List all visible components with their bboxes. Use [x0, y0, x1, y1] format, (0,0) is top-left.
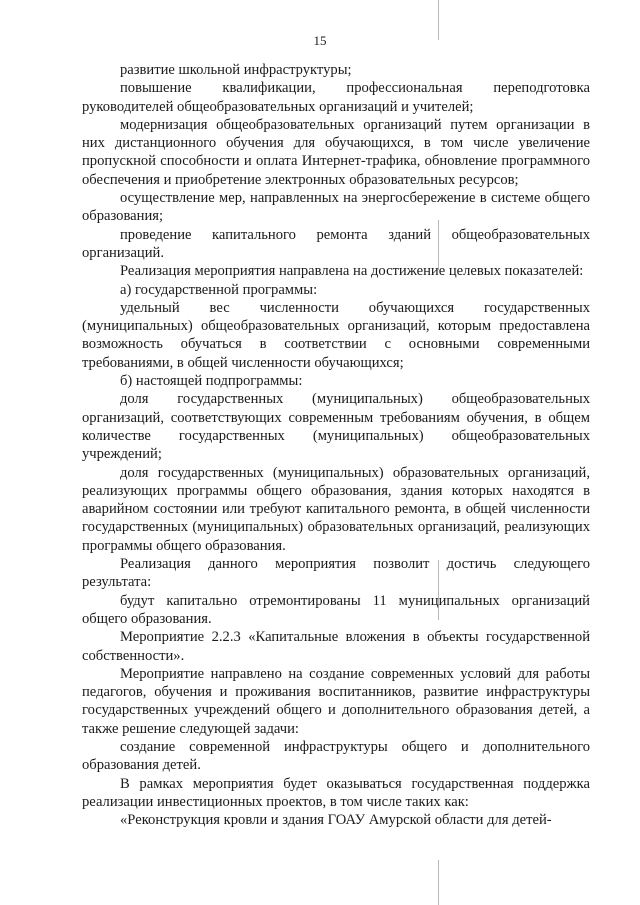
- paragraph: удельный вес численности обучающихся государственных (муниципальных) общеобразовательных организаций, которым предоставлена возможность обучаться в соответствии с основными современными требованиями, в общей численности обучающихся;: [82, 299, 590, 371]
- paragraph: «Реконструкция кровли и здания ГОАУ Амурской области для детей-: [120, 812, 552, 829]
- document-body: [82, 61, 590, 829]
- paragraph: Реализация мероприятия направлена на достижение целевых показателей:: [120, 263, 584, 280]
- paragraph: будут капитально отремонтированы 11 муниципальных организаций общего образования.: [82, 592, 590, 627]
- paragraph: создание современной инфраструктуры общего и дополнительного образования детей.: [82, 738, 590, 774]
- paragraph: Мероприятие 2.2.3 «Капитальные вложения в объекты государственной собственности».: [82, 629, 590, 664]
- paragraph: проведение капитального ремонта зданий общеобразовательных организаций.: [82, 226, 590, 261]
- paragraph: доля государственных (муниципальных) общеобразовательных организаций, соответствующих современным требованиям обучения, в общем количестве государственных (муниципальных) общеобразовательных учреждений;: [82, 391, 590, 463]
- paragraph: развитие школьной инфраструктуры;: [120, 62, 352, 78]
- paragraph: а) государственной программы:: [120, 281, 318, 298]
- paragraph: Реализация данного мероприятия позволит достичь следующего результата:: [82, 556, 590, 591]
- paragraph: б) настоящей подпрограммы:: [120, 373, 303, 390]
- paragraph: Мероприятие направлено на создание современных условий для работы педагогов, обучения и проживания воспитанников, развитие инфраструктуры государственных учреждений общего и дополнительного образования детей, а также решение следующей задачи:: [82, 665, 590, 737]
- paragraph: повышение квалификации, профессиональная переподготовка руководителей общеобразовательных организаций и учителей;: [82, 80, 590, 115]
- paragraph: осуществление мер, направленных на энергосбережение в системе общего образования;: [82, 190, 590, 225]
- scan-artifact-line: [438, 860, 439, 905]
- paragraph: доля государственных (муниципальных) образовательных организаций, реализующих программы общего образования, здания которых находятся в аварийном состоянии или требуют капитального ремонта, в общей численности государственных (муниципальных) образовательных организаций, реализующих программы общего образования.: [82, 464, 590, 554]
- paragraph: В рамках мероприятия будет оказываться государственная поддержка реализации инвестиционных проектов, в том числе таких как:: [82, 775, 590, 810]
- page-number: 15: [313, 33, 327, 48]
- paragraph: модернизация общеобразовательных организаций путем организации в них дистанционного обучения для обучающихся, в том числе увеличение пропускной способности и оплата Интернет-трафика, обновление программного обеспечения и приобретение электронных образовательных ресурсов;: [82, 116, 590, 188]
